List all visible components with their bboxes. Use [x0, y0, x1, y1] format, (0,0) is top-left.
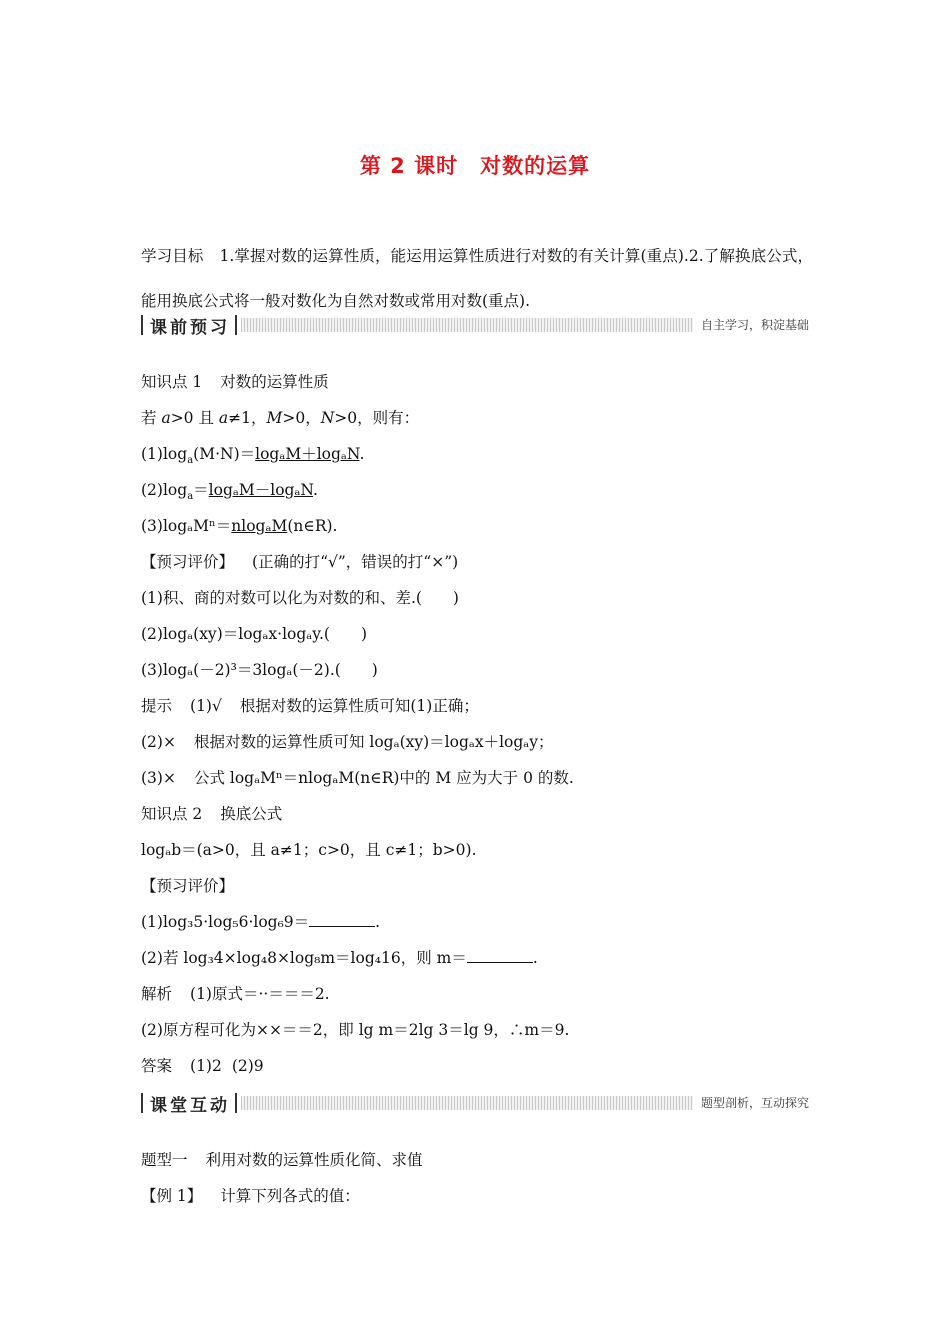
banner-title: 课前预习: [150, 317, 230, 338]
text-segment: 若: [141, 409, 162, 427]
var-a: a: [218, 409, 229, 427]
rule-index: (2): [141, 481, 163, 499]
rule-answer: logₐM＋logₐN: [255, 445, 360, 463]
review-question-1: (1)积、商的对数可以化为对数的和、差.( ): [141, 589, 459, 607]
var-m: M: [266, 409, 283, 427]
hint-label: 提示: [141, 697, 173, 715]
example-text: 计算下列各式的值：: [220, 1187, 360, 1205]
question-text: (2)若 log₃4×log₄8×log₈m＝log₄16，则 m＝: [141, 949, 467, 967]
log-argument: (M·N): [193, 445, 240, 463]
rule-condition: (n∈R).: [287, 517, 338, 535]
kp1-number: 知识点 1: [141, 373, 203, 391]
learning-goals-label: 学习目标: [141, 247, 204, 265]
type-title: 利用对数的运算性质化简、求值: [205, 1151, 423, 1169]
answer-label: 答案: [141, 1057, 173, 1075]
kp1-rule-3: [141, 516, 821, 536]
text-segment: >0 且: [170, 409, 219, 427]
learning-goals: [141, 234, 813, 324]
equals-sign: ＝: [215, 517, 232, 535]
answer-blank[interactable]: [309, 912, 375, 927]
page-title: 第 2 课时 对数的运算: [359, 154, 591, 178]
log-text: log: [162, 445, 188, 463]
kp1-rule-1: [141, 444, 821, 471]
review-instruction: (正确的打“√”，错误的打“×”): [252, 553, 459, 571]
review2-question-2: [141, 948, 821, 968]
hint-3: [141, 768, 821, 788]
learning-goals-text: 1.掌握对数的运算性质，能运用运算性质进行对数的有关计算(重点).2.了解换底公式，能用换底公式将一般对数化为自然对数或常用对数(重点).: [141, 247, 813, 310]
section-banner-preview: [141, 314, 813, 336]
period: .: [532, 949, 538, 967]
equals-sign: ＝: [193, 481, 209, 499]
banner-title: 课堂互动: [150, 1095, 230, 1116]
knowledge-point-1-heading: [141, 372, 821, 392]
kp2-number: 知识点 2: [141, 805, 203, 823]
rule-answer: logₐM－logₐN: [208, 481, 313, 499]
preview-review-2-heading: 【预习评价】: [141, 877, 235, 895]
review-question-3: (3)logₐ(－2)³＝3logₐ(－2).( ): [141, 661, 378, 679]
review-label: 【预习评价】: [141, 553, 235, 571]
log-text: log: [162, 481, 188, 499]
solution-2: (2)原方程可化为××＝＝2，即 lg m＝2lg 3＝lg 9，∴m＝9.: [141, 1021, 570, 1039]
banner-bar-right: [235, 1093, 237, 1113]
equals-sign: ＝: [239, 445, 256, 463]
rule-lhs: logₐMⁿ: [162, 517, 216, 535]
text-segment: ≠1，: [228, 409, 267, 427]
hint-text: 公式 logₐMⁿ＝nlogₐM(n∈R)中的 M 应为大于 0 的数.: [193, 769, 574, 787]
solution-label: 解析: [141, 985, 173, 1003]
kp1-title: 对数的运算性质: [220, 373, 329, 391]
kp1-condition: [141, 408, 821, 428]
banner-bar-right: [235, 315, 237, 335]
period: .: [313, 481, 318, 499]
banner-pattern: [241, 318, 813, 332]
hint-mark: (1)√: [190, 697, 222, 715]
text-segment: >0，: [282, 409, 321, 427]
type-label: 题型一: [141, 1151, 188, 1169]
answer-value: (1)2: [190, 1057, 222, 1075]
hint-mark: (2)×: [141, 733, 176, 751]
banner-tag: 自主学习，积淀基础: [693, 317, 813, 333]
hint-mark: (3)×: [141, 769, 176, 787]
hint-text: 根据对数的运算性质可知 logₐ(xy)＝logₐx＋logₐy；: [193, 733, 554, 751]
period: .: [375, 913, 381, 931]
solution-1: [141, 984, 821, 1004]
answer-value: (2)9: [231, 1057, 264, 1075]
var-a: a: [161, 409, 171, 427]
question-text: (1)log₃5·log₅6·log₆9＝: [141, 913, 310, 931]
text-segment: >0，则有：: [334, 409, 420, 427]
change-of-base-formula: logₐb＝(a>0，且 a≠1；c>0，且 c≠1；b>0).: [141, 841, 477, 859]
rule-index: (3): [141, 517, 163, 535]
review-question-2: (2)logₐ(xy)＝logₐx·logₐy.( ): [141, 625, 368, 643]
example-label: 【例 1】: [141, 1187, 203, 1205]
log-base: a: [187, 491, 194, 503]
answer-line: [141, 1056, 821, 1076]
hint-2: [141, 732, 821, 752]
hint-1: [141, 696, 821, 716]
kp2-title: 换底公式: [220, 805, 283, 823]
preview-review-1-heading: [141, 552, 821, 572]
knowledge-point-2-heading: [141, 804, 821, 824]
question-type-1: [141, 1150, 821, 1170]
var-n: N: [320, 409, 335, 427]
answer-blank[interactable]: [467, 948, 533, 963]
banner-pattern: [241, 1096, 813, 1110]
rule-index: (1): [141, 445, 163, 463]
example-1: [141, 1186, 821, 1206]
period: .: [359, 445, 365, 463]
hint-text: 根据对数的运算性质可知(1)正确；: [239, 697, 479, 715]
section-banner-class: [141, 1092, 813, 1114]
review2-question-1: [141, 912, 821, 932]
solution-text: (1)原式＝··＝＝＝2.: [190, 985, 330, 1003]
kp1-rule-2: [141, 480, 821, 507]
rule-answer: nlogₐM: [231, 517, 288, 535]
log-base: a: [187, 455, 194, 467]
banner-tag: 题型剖析，互动探究: [693, 1095, 813, 1111]
